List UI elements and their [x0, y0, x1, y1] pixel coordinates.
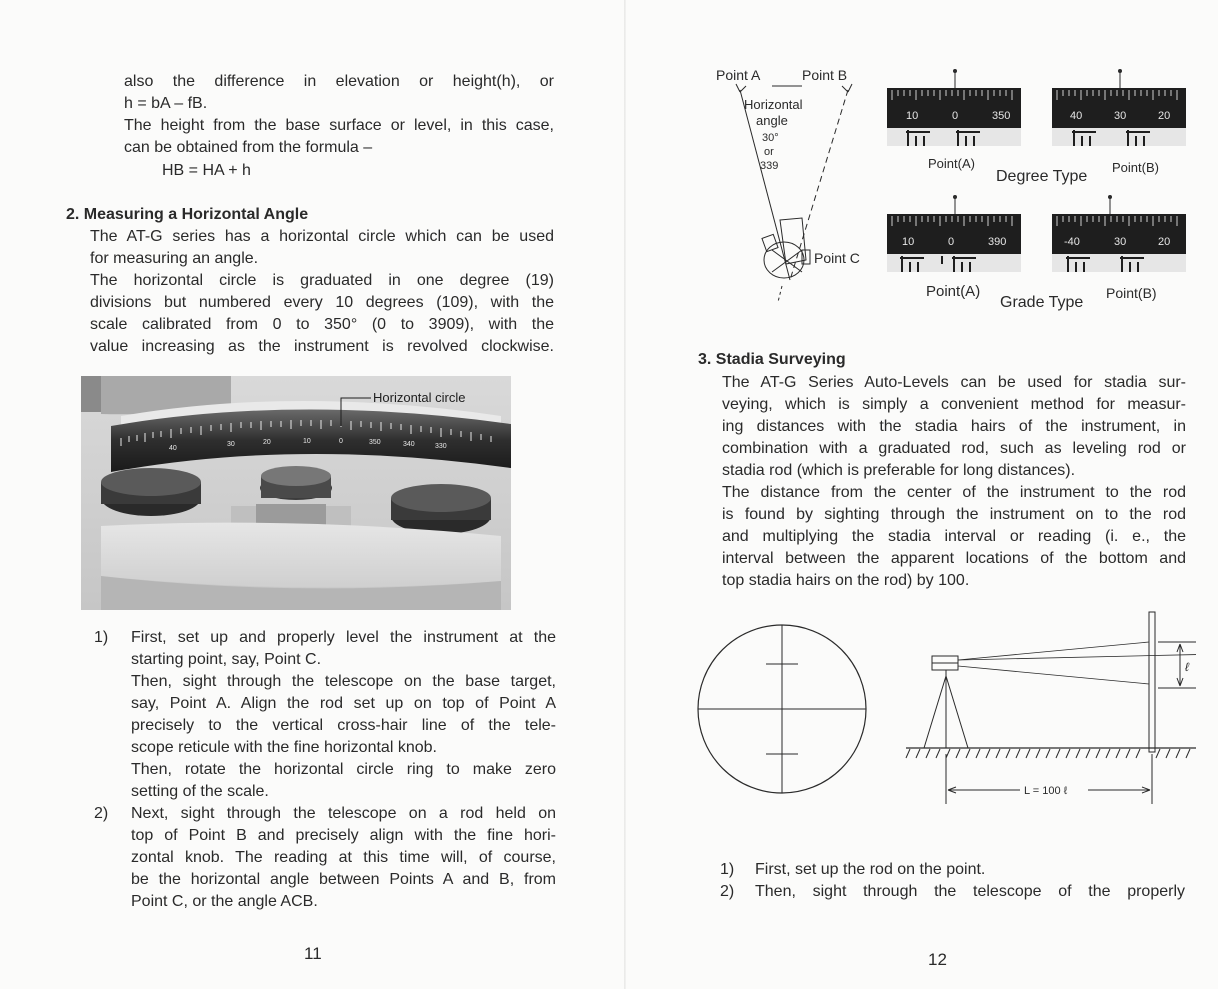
section-2-heading	[66, 204, 466, 226]
scale-label: 0	[339, 438, 343, 445]
text-line: value increasing as the instrument is revolved clockwise.	[90, 338, 554, 355]
text-line: First, set up and properly level the instrument at the	[131, 629, 556, 646]
page-number: 11	[304, 944, 322, 963]
step-2-body	[755, 881, 1185, 903]
text-line: setting of the scale.	[131, 783, 269, 800]
degree-point-b-label: Point(B)	[1112, 160, 1159, 175]
text-line: starting point, say, Point C.	[131, 651, 322, 668]
scale-label: 10	[902, 236, 915, 248]
text-line: for measuring an angle.	[90, 250, 259, 267]
scale-label: 40	[169, 445, 177, 452]
scale-label: 330	[435, 443, 447, 450]
text-line: The horizontal circle is graduated in one degree (19)	[90, 272, 554, 289]
step-1-number: 1)	[720, 861, 735, 878]
page-right	[612, 0, 1218, 989]
scale-label: 0	[948, 236, 955, 248]
scale-label: 40	[1070, 110, 1083, 122]
grade-point-a-label: Point(A)	[926, 283, 981, 300]
grade-type-label: Grade Type	[1000, 294, 1084, 311]
formula-text: HB = HA + h	[162, 162, 251, 179]
horizontal-circle-photo	[81, 376, 511, 610]
text-line: Point C, or the angle ACB.	[131, 893, 318, 910]
heading-text: 2. Measuring a Horizontal Angle	[66, 206, 309, 223]
point-a-label: Point A	[716, 67, 761, 83]
point-b-label: Point B	[802, 67, 848, 83]
text-line: The AT-G series has a horizontal circle which can be used	[90, 228, 554, 245]
scale-label: 10	[303, 438, 311, 445]
point-c-label: Point C	[814, 250, 860, 266]
text-line: Then, sight through the telescope of the properly	[755, 883, 1185, 900]
angle-label-2: angle	[756, 113, 788, 128]
text-line: Next, sight through the telescope on a rod held on	[131, 805, 556, 822]
text-line: and multiplying the stadia interval or reading (i. e., the	[722, 528, 1186, 545]
text-line: be the horizontal angle between Points A and B, from	[131, 871, 556, 888]
intro-paragraph	[124, 71, 554, 159]
section-2-body	[90, 226, 554, 358]
text-line: stadia rod (which is preferable for long distances).	[722, 462, 1076, 479]
text-line: precisely to the vertical cross-hair line of the tele-	[131, 717, 556, 734]
text-line: say, Point A. Align the rod set up on top of Point A	[131, 695, 556, 712]
scale-label: 10	[906, 110, 919, 122]
distance-label: L = 100 ℓ	[1024, 785, 1068, 797]
step-2-body	[131, 803, 556, 913]
text-line: also the difference in elevation or height(h), or	[124, 73, 554, 90]
grade-type-diagram	[882, 192, 1202, 314]
text-line: veying, which is simply a convenient method for measur-	[722, 396, 1186, 413]
angle-or-label: or	[764, 146, 774, 158]
text-line: top of Point B and precisely align with the fine hori-	[131, 827, 556, 844]
heading-text: 3. Stadia Surveying	[698, 351, 846, 368]
text-line: combination with a graduated rod, such as leveling rod or	[722, 440, 1186, 457]
page-number: 12	[928, 950, 947, 969]
section-3-heading	[698, 349, 998, 371]
degree-type-label: Degree Type	[996, 168, 1088, 185]
interval-label: ℓ	[1185, 660, 1189, 674]
scale-label: 350	[369, 439, 381, 446]
step-1-number: 1)	[94, 629, 109, 646]
scale-label: 30	[227, 441, 235, 448]
text-line: scale calibrated from 0 to 350° (0 to 3909), with the	[90, 316, 554, 333]
text-line: top stadia hairs on the rod) by 100.	[722, 572, 970, 589]
section-3-body	[722, 372, 1186, 592]
step-1-body	[755, 859, 1185, 881]
scale-label: 20	[1158, 236, 1171, 248]
text-line: Then, rotate the horizontal circle ring to make zero	[131, 761, 556, 778]
scale-label: 30	[1114, 236, 1127, 248]
text-line: interval between the apparent locations of the bottom and	[722, 550, 1186, 567]
degree-point-a-label: Point(A)	[928, 156, 975, 171]
scale-label: 20	[263, 439, 271, 446]
text-line: zontal knob. The reading at this time will, of course,	[131, 849, 556, 866]
angle-grade-value: 339	[760, 160, 779, 172]
scale-label: 390	[988, 236, 1007, 248]
scale-label: 350	[992, 110, 1011, 122]
degree-type-diagram	[882, 66, 1202, 188]
step-2-number: 2)	[94, 805, 109, 822]
text-line: is found by sighting through the instrument on to the rod	[722, 506, 1186, 523]
text-line: First, set up the rod on the point.	[755, 861, 986, 878]
text-line: ing distances with the stadia hairs of the instrument, in	[722, 418, 1186, 435]
stadia-diagram	[696, 608, 1196, 823]
scale-label: 0	[952, 110, 959, 122]
text-line: The AT-G Series Auto-Levels can be used for stadia sur-	[722, 374, 1186, 391]
grade-point-b-label: Point(B)	[1106, 285, 1157, 301]
text-line: divisions but numbered every 10 degrees (109), with the	[90, 294, 554, 311]
scale-label: 20	[1158, 110, 1171, 122]
scale-label: -40	[1064, 236, 1080, 248]
horizontal-angle-diagram	[702, 60, 902, 310]
text-line: scope reticule with the fine horizontal knob.	[131, 739, 437, 756]
angle-label-1: Horizontal	[744, 97, 803, 112]
step-2-number: 2)	[720, 883, 735, 900]
height-formula	[162, 160, 362, 182]
text-line: The distance from the center of the instrument to the rod	[722, 484, 1186, 501]
scale-label: 340	[403, 441, 415, 448]
text-line: h = bA – fB.	[124, 95, 208, 112]
instrument-photo	[81, 376, 511, 610]
text-line: can be obtained from the formula –	[124, 139, 373, 156]
scale-label: 30	[1114, 110, 1127, 122]
text-line: The height from the base surface or level, in this case,	[124, 117, 554, 134]
text-line: Then, sight through the telescope on the base target,	[131, 673, 556, 690]
horizontal-circle-label: Horizontal circle	[373, 390, 466, 405]
angle-degree-value: 30°	[762, 132, 779, 144]
step-1-body	[131, 627, 556, 803]
